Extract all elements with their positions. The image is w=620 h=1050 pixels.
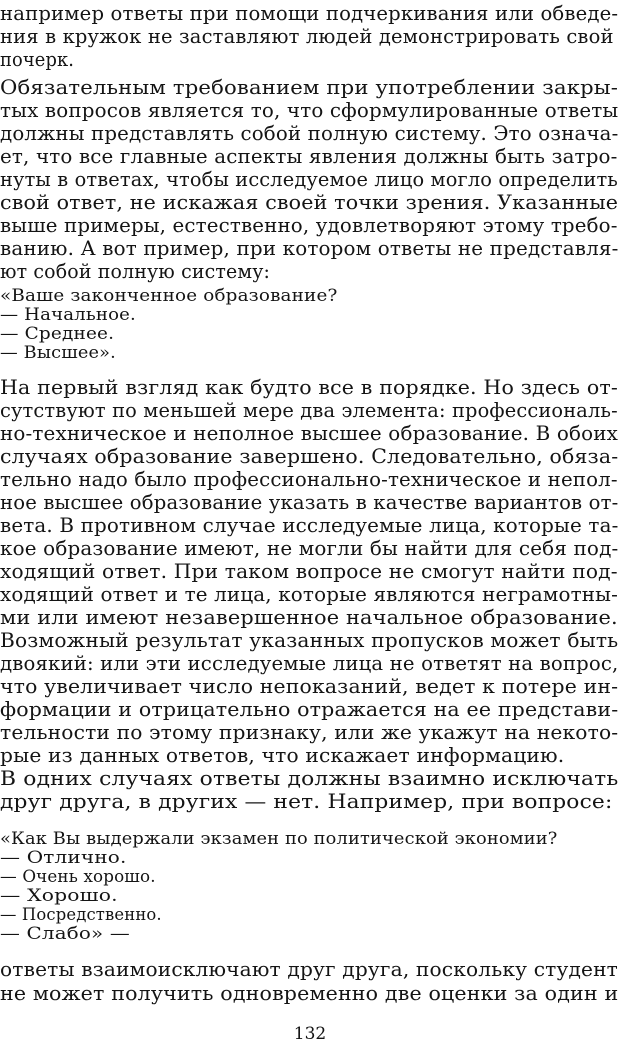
- page-number: 132: [293, 1024, 327, 1044]
- text-line: ванию. А вот пример, при котором ответы не представля-: [0, 237, 619, 260]
- text-line: что увеличивает число непоказаний, ведет к потере ин-: [0, 675, 619, 698]
- text-line: но-техническое и неполное высшее образование. В обоих: [0, 422, 619, 445]
- text-line: выше примеры, естественно, удовлетворяют этому требо-: [0, 214, 618, 237]
- text-line: тых вопросов является то, что сформулированные ответы: [0, 99, 619, 122]
- text-line: Обязательным требованием при употреблении закры-: [0, 76, 619, 99]
- text-line: ми или имеют незавершенное начальное образование.: [0, 606, 618, 629]
- text-line: На первый взгляд как будто все в порядке. Но здесь от-: [0, 376, 618, 399]
- text-line: двоякий: или эти исследуемые лица не ответят на вопрос,: [0, 652, 619, 675]
- text-line: ния в кружок не заставляют людей демонстрировать свой: [0, 25, 614, 48]
- text-line: не может получить одновременно две оценки за один и: [0, 982, 619, 1005]
- text-line: тельности по этому признаку, или же укажут на некото-: [0, 721, 619, 744]
- text-line: свой ответ, не искажая своей точки зрения. Указанные: [0, 191, 619, 214]
- text-line: В одних случаях ответы должны взаимно исключать: [0, 767, 619, 790]
- text-line: друг друга, в других — нет. Например, при вопросе:: [0, 790, 613, 813]
- text-line: случаях образование завершено. Следовательно, обяза-: [0, 445, 619, 468]
- text-line: — Очень хорошо.: [0, 867, 156, 886]
- text-line: тельно надо было профессионально-техническое и непол-: [0, 468, 618, 491]
- text-line: ответы взаимоисключают друг друга, поскольку студент: [0, 958, 618, 981]
- text-line: — Слабо» —: [0, 924, 130, 943]
- text-line: — Посредственно.: [0, 905, 162, 924]
- text-line: сутствуют по меньшей мере два элемента: профессиональ-: [0, 399, 618, 422]
- text-line: формации и отрицательно отражается на ее представи-: [0, 698, 619, 721]
- text-line: — Высшее».: [0, 343, 116, 362]
- text-line: вета. В противном случае исследуемые лица, которые та-: [0, 514, 619, 537]
- text-line: ходящий ответ. При таком вопросе не смогут найти под-: [0, 560, 618, 583]
- text-line: ходящий ответ и те лица, которые являются неграмотны-: [0, 583, 619, 606]
- text-line: — Начальное.: [0, 305, 136, 324]
- text-line: — Хорошо.: [0, 886, 118, 905]
- text-line: Возможный результат указанных пропусков может быть: [0, 629, 619, 652]
- text-line: ют собой полную систему:: [0, 260, 271, 283]
- text-line: нуты в ответах, чтобы исследуемое лицо могло определить: [0, 168, 618, 191]
- text-line: почерк.: [0, 48, 75, 71]
- text-line: должны представлять собой полную систему. Это означа-: [0, 122, 619, 145]
- text-line: рые из данных ответов, что искажает информацию.: [0, 744, 565, 767]
- text-line: «Как Вы выдержали экзамен по политической экономии?: [0, 829, 558, 848]
- text-line: — Среднее.: [0, 324, 115, 343]
- text-line: — Отлично.: [0, 848, 127, 867]
- text-line: ное высшее образование указать в качестве вариантов от-: [0, 491, 619, 514]
- text-line: например ответы при помощи подчеркивания или обведе-: [0, 2, 619, 25]
- text-line: «Ваше законченное образование?: [0, 286, 338, 305]
- text-line: ет, что все главные аспекты явления должны быть затро-: [0, 145, 618, 168]
- text-line: кое образование имеют, не могли бы найти для себя под-: [0, 537, 619, 560]
